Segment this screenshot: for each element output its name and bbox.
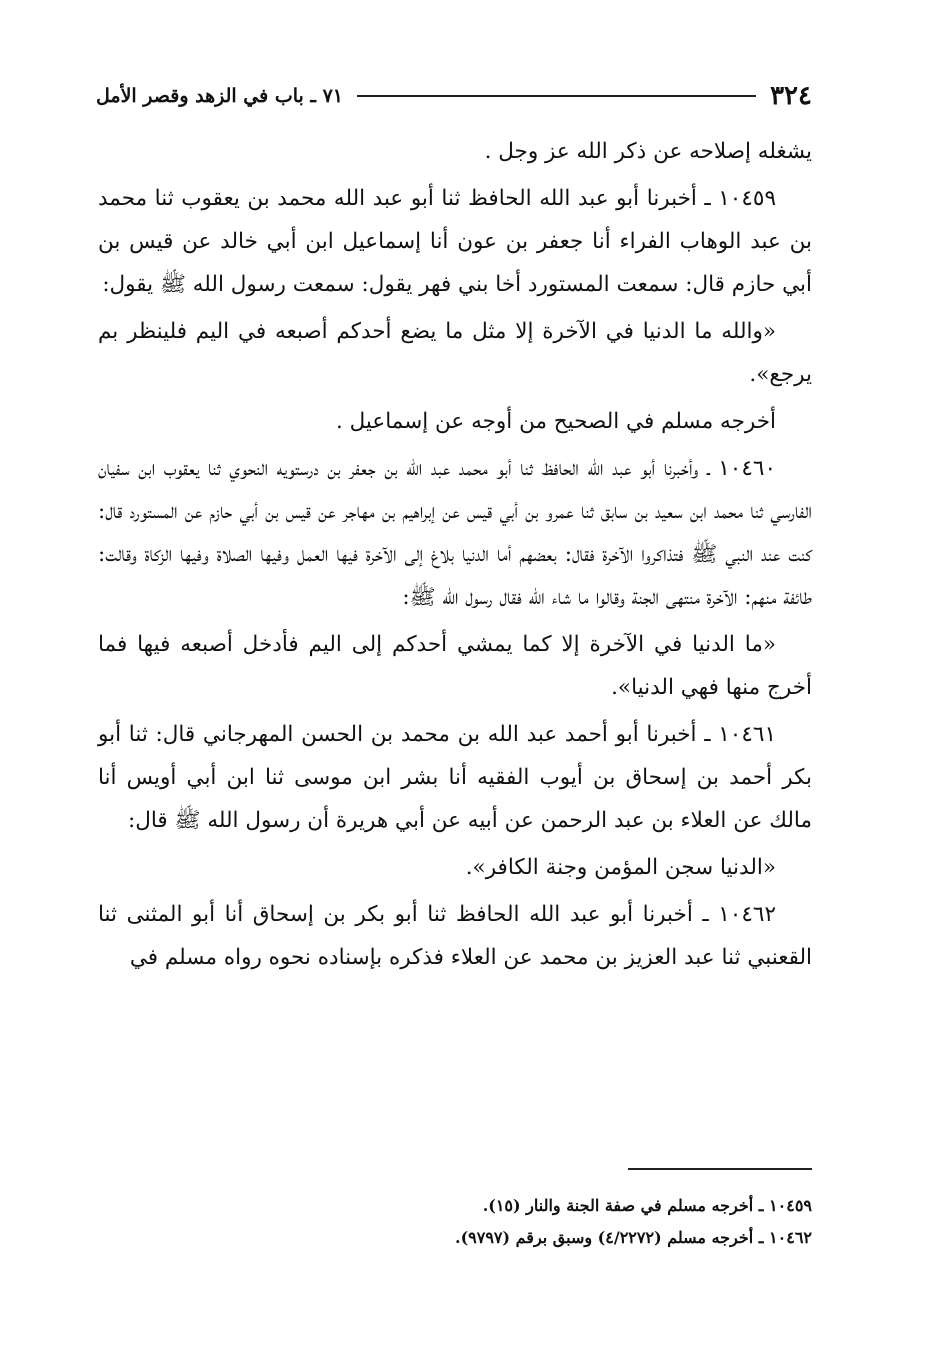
hadith-10461: ١٠٤٦١ ـ أخبرنا أبو أحمد عبد الله بن محمد بن الحسن المهرجاني قال: ثنا أبو بكر أحمد بن إسحاق بن أيوب الفقيه أنا بشر ابن موسى ثنا ابن أبي أويس أنا مالك عن العلاء بن عبد الرحمن عن أبيه عن أبي هريرة أن رسول الله ﷺ قال:	[98, 722, 812, 833]
takhrij-note: أخرجه مسلم في الصحيح من أوجه عن إسماعيل .	[335, 409, 776, 434]
hadith-10459: ١٠٤٥٩ ـ أخبرنا أبو عبد الله الحافظ ثنا أبو عبد الله محمد بن يعقوب ثنا محمد بن عبد الوهاب الفراء أنا جعفر بن عون أنا إسماعيل ابن أبي خالد عن قيس بن أبي حازم قال: سمعت المستورد أخا بني فهر يقول: سمعت رسول الله ﷺ يقول:	[98, 186, 812, 297]
chapter-title: ٧١ ـ باب في الزهد وقصر الأمل	[96, 85, 344, 107]
footnote-10459: ١٠٤٥٩ ـ أخرجه مسلم في صفة الجنة والنار (١٥).	[482, 1196, 812, 1215]
hadith-quote: «والله ما الدنيا في الآخرة إلا مثل ما يضع أحدكم أصبعه في اليم فلينظر بم يرجع».	[98, 319, 812, 387]
hadith-10462: ١٠٤٦٢ ـ أخبرنا أبو عبد الله الحافظ ثنا أبو بكر بن إسحاق أنا أبو المثنى ثنا القعنبي ثنا عبد العزيز بن محمد عن العلاء فذكره بإسناده نحوه رواه مسلم في	[98, 902, 812, 970]
paragraph-continuation: يشغله إصلاحه عن ذكر الله عز وجل .	[484, 139, 812, 164]
footnotes	[98, 1190, 812, 1254]
hadith-quote: «ما الدنيا في الآخرة إلا كما يمشي أحدكم إلى اليم فأدخل أصبعه فيها فما أخرج منها فهي الدنيا».	[98, 632, 812, 700]
page-number: ٣٢٤	[770, 81, 812, 111]
hadith-10460: ١٠٤٦٠ ـ وأخبرنا أبو عبد الله الحافظ ثنا أبو محمد عبد الله بن جعفر بن درستويه النحوي ثنا يعقوب ابن سفيان الفارسي ثنا محمد ابن سعيد بن سابق ثنا عمرو بن أبي قيس عن إبراهيم بن مهاجر عن قيس بن أبي حازم عن المستورد قال: كنت عند النبي ﷺ فتذاكروا الآخرة فقال: بعضهم أما الدنيا بلاغ إلى الآخرة فيها العمل وفيها الصلاة وفيها الزكاة وقالت: طائفة منهم: الآخرة منتهى الجنة وقالوا ما شاء الله فقال رسول الله ﷺ:	[98, 456, 812, 610]
hadith-quote: «الدنيا سجن المؤمن وجنة الكافر».	[465, 855, 776, 880]
main-text	[98, 130, 812, 983]
header-rule	[357, 95, 756, 97]
footnote-10462: ١٠٤٦٢ ـ أخرجه مسلم (٤/٢٢٧٢) وسبق برقم (٩٧٩٧).	[455, 1228, 812, 1247]
running-header	[96, 78, 812, 114]
footnote-separator	[628, 1168, 812, 1170]
